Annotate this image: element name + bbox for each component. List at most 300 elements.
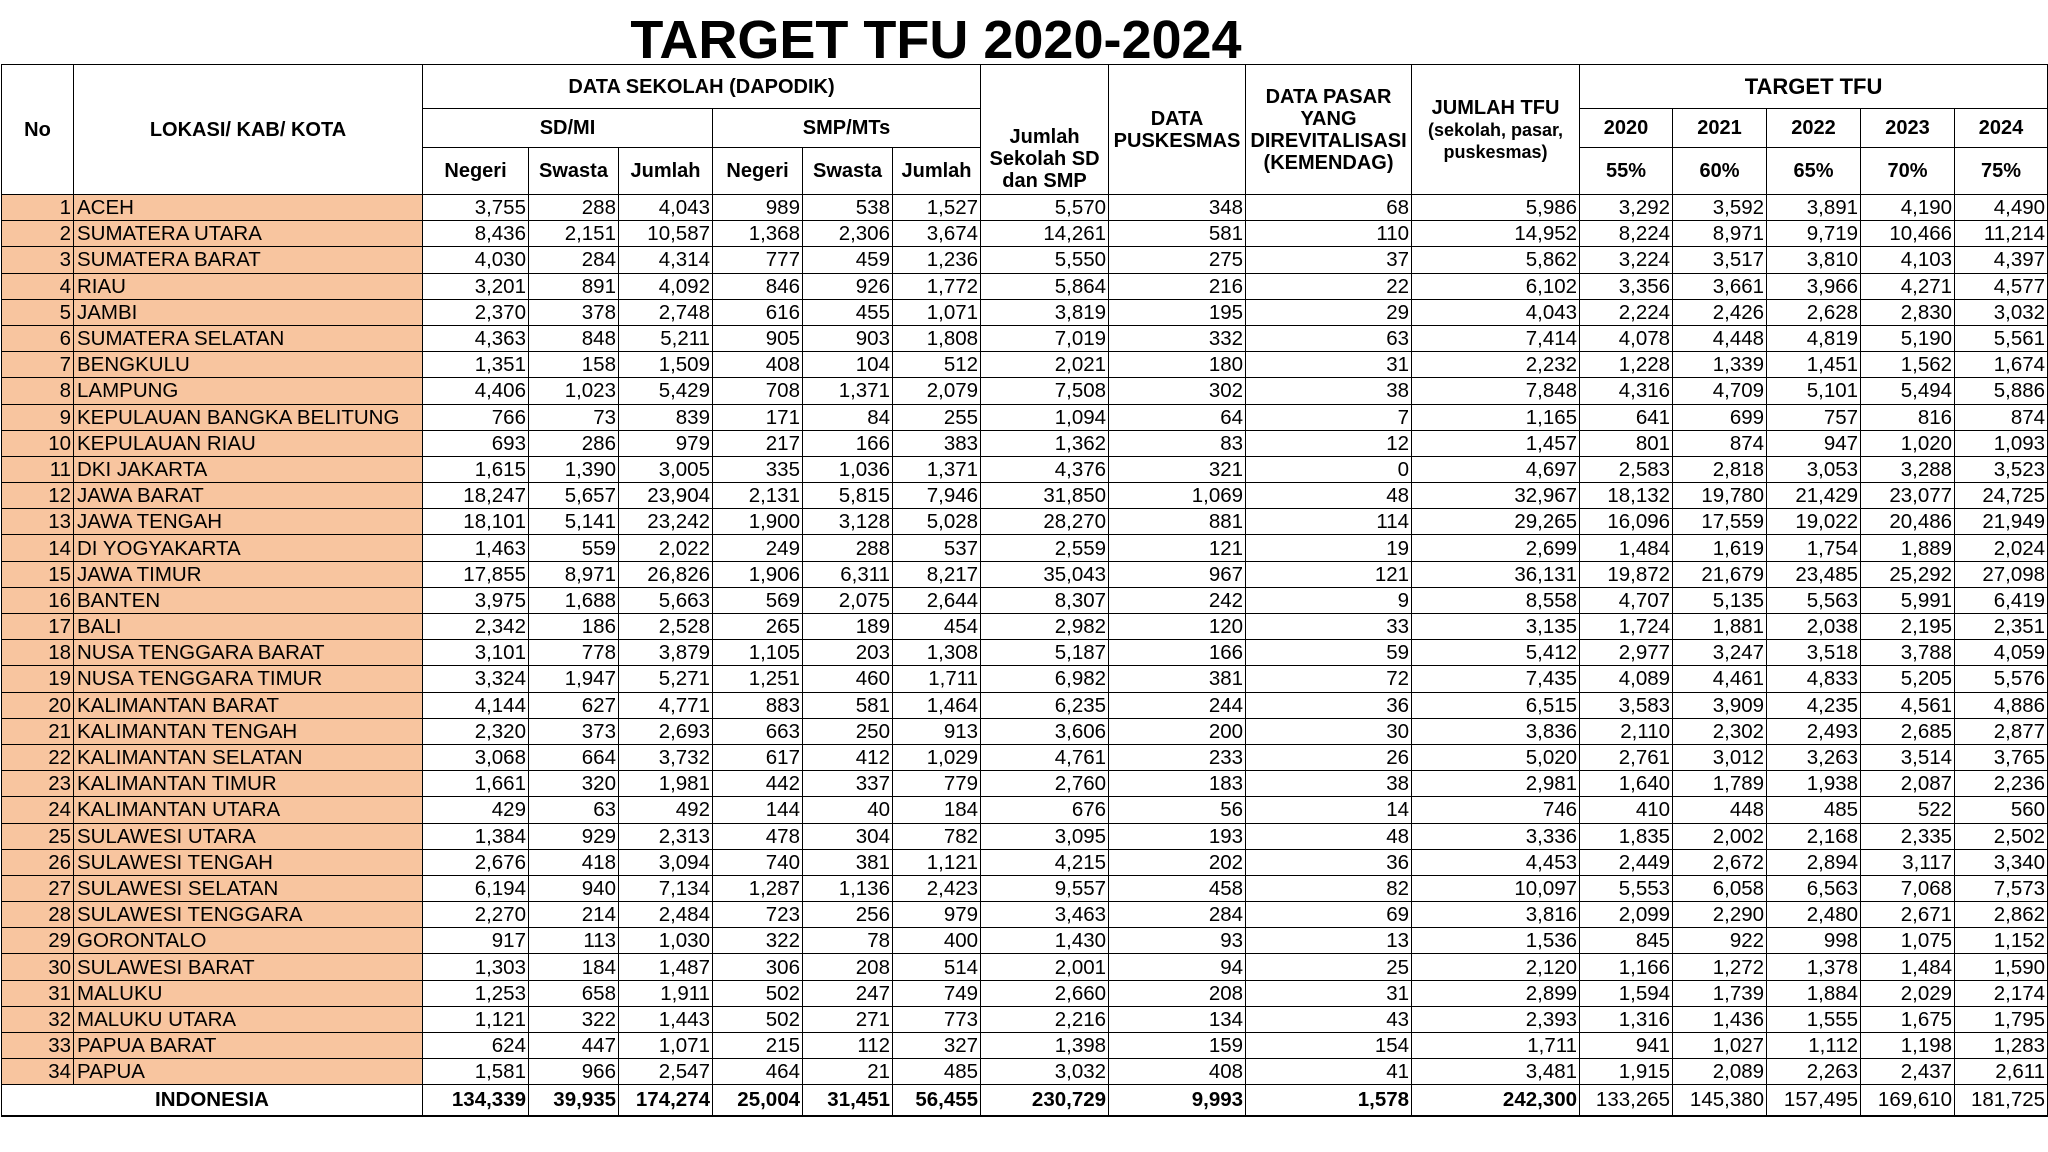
value-cell: 3,514: [1861, 744, 1955, 770]
value-cell: 381: [1109, 666, 1246, 692]
value-cell: 1,384: [423, 823, 529, 849]
value-cell: 23,077: [1861, 483, 1955, 509]
value-cell: 5,815: [803, 483, 893, 509]
value-cell: 158: [529, 352, 619, 378]
table-row: [2, 456, 2048, 482]
value-cell: 922: [1673, 928, 1767, 954]
value-cell: 1,906: [713, 561, 803, 587]
value-cell: 321: [1109, 456, 1246, 482]
value-cell: 6,982: [981, 666, 1109, 692]
value-cell: 2,029: [1861, 980, 1955, 1006]
value-cell: 883: [713, 692, 803, 718]
value-cell: 1,808: [893, 325, 981, 351]
value-cell: 64: [1109, 404, 1246, 430]
value-cell: 874: [1955, 404, 2048, 430]
row-number: 15: [2, 561, 74, 587]
value-cell: 29,265: [1412, 509, 1580, 535]
value-cell: 2,611: [1955, 1059, 2048, 1085]
value-cell: 3,523: [1955, 456, 2048, 482]
header-smp-jumlah: Jumlah: [893, 148, 981, 195]
value-cell: 1,071: [893, 299, 981, 325]
value-cell: 2,699: [1412, 535, 1580, 561]
value-cell: 1,236: [893, 247, 981, 273]
value-cell: 2,672: [1673, 849, 1767, 875]
value-cell: 782: [893, 823, 981, 849]
value-cell: 779: [893, 771, 981, 797]
location-cell: DKI JAKARTA: [74, 456, 423, 482]
value-cell: 373: [529, 718, 619, 744]
value-cell: 3,336: [1412, 823, 1580, 849]
row-number: 18: [2, 640, 74, 666]
row-number: 14: [2, 535, 74, 561]
value-cell: 766: [423, 404, 529, 430]
value-cell: 408: [713, 352, 803, 378]
value-cell: 59: [1246, 640, 1412, 666]
row-number: 33: [2, 1033, 74, 1059]
value-cell: 82: [1246, 875, 1412, 901]
value-cell: 2,644: [893, 587, 981, 613]
value-cell: 5,190: [1861, 325, 1955, 351]
value-cell: 121: [1246, 561, 1412, 587]
value-cell: 3,966: [1767, 273, 1861, 299]
value-cell: 2,484: [619, 902, 713, 928]
value-cell: 1,308: [893, 640, 981, 666]
value-cell: 4,235: [1767, 692, 1861, 718]
value-cell: 93: [1109, 928, 1246, 954]
value-cell: 2,131: [713, 483, 803, 509]
value-cell: 1,228: [1580, 352, 1673, 378]
value-cell: 917: [423, 928, 529, 954]
value-cell: 7,414: [1412, 325, 1580, 351]
value-cell: 327: [893, 1033, 981, 1059]
value-cell: 502: [713, 980, 803, 1006]
header-sd-jumlah: Jumlah: [619, 148, 713, 195]
value-cell: 773: [893, 1006, 981, 1032]
value-cell: 3,292: [1580, 195, 1673, 221]
value-cell: 2,760: [981, 771, 1109, 797]
header-percent: 60%: [1673, 148, 1767, 195]
value-cell: 8,224: [1580, 221, 1673, 247]
value-cell: 6,419: [1955, 587, 2048, 613]
value-cell: 442: [713, 771, 803, 797]
value-cell: 32,967: [1412, 483, 1580, 509]
value-cell: 202: [1109, 849, 1246, 875]
value-cell: 848: [529, 325, 619, 351]
value-cell: 2,628: [1767, 299, 1861, 325]
location-cell: RIAU: [74, 273, 423, 299]
total-value-cell: 134,339: [423, 1085, 529, 1117]
value-cell: 676: [981, 797, 1109, 823]
value-cell: 941: [1580, 1033, 1673, 1059]
value-cell: 6,235: [981, 692, 1109, 718]
value-cell: 4,144: [423, 692, 529, 718]
table-row: [2, 587, 2048, 613]
row-number: 28: [2, 902, 74, 928]
header-year: 2022: [1767, 109, 1861, 148]
value-cell: 502: [713, 1006, 803, 1032]
value-cell: 757: [1767, 404, 1861, 430]
value-cell: 18,101: [423, 509, 529, 535]
row-number: 13: [2, 509, 74, 535]
value-cell: 1,536: [1412, 928, 1580, 954]
value-cell: 2,480: [1767, 902, 1861, 928]
value-cell: 1,020: [1861, 430, 1955, 456]
value-cell: 2,099: [1580, 902, 1673, 928]
value-cell: 2,583: [1580, 456, 1673, 482]
row-number: 4: [2, 273, 74, 299]
value-cell: 5,576: [1955, 666, 2048, 692]
value-cell: 3,247: [1673, 640, 1767, 666]
value-cell: 1,688: [529, 587, 619, 613]
value-cell: 29: [1246, 299, 1412, 325]
value-cell: 4,043: [619, 195, 713, 221]
value-cell: 255: [893, 404, 981, 430]
value-cell: 1,619: [1673, 535, 1767, 561]
value-cell: 6,058: [1673, 875, 1767, 901]
header-no: No: [2, 65, 74, 195]
value-cell: 447: [529, 1033, 619, 1059]
value-cell: 2,982: [981, 614, 1109, 640]
header-data-pasar: DATA PASAR YANG DIREVITALISASI (KEMENDAG): [1246, 65, 1412, 195]
value-cell: 8,307: [981, 587, 1109, 613]
value-cell: 5,028: [893, 509, 981, 535]
value-cell: 3,117: [1861, 849, 1955, 875]
value-cell: 1,368: [713, 221, 803, 247]
value-cell: 5,570: [981, 195, 1109, 221]
value-cell: 171: [713, 404, 803, 430]
value-cell: 1,881: [1673, 614, 1767, 640]
location-cell: BANTEN: [74, 587, 423, 613]
location-cell: JAWA TENGAH: [74, 509, 423, 535]
value-cell: 418: [529, 849, 619, 875]
value-cell: 104: [803, 352, 893, 378]
value-cell: 1,093: [1955, 430, 2048, 456]
value-cell: 21,949: [1955, 509, 2048, 535]
header-jumlah-tfu-sub: (sekolah, pasar, puskesmas): [1427, 119, 1564, 162]
value-cell: 412: [803, 744, 893, 770]
value-cell: 216: [1109, 273, 1246, 299]
row-number: 24: [2, 797, 74, 823]
header-percent: 75%: [1955, 148, 2048, 195]
value-cell: 2,528: [619, 614, 713, 640]
header-percent: 55%: [1580, 148, 1673, 195]
value-cell: 23,242: [619, 509, 713, 535]
row-number: 34: [2, 1059, 74, 1085]
value-cell: 3,053: [1767, 456, 1861, 482]
value-cell: 522: [1861, 797, 1955, 823]
value-cell: 2,313: [619, 823, 713, 849]
value-cell: 693: [423, 430, 529, 456]
value-cell: 940: [529, 875, 619, 901]
value-cell: 2,660: [981, 980, 1109, 1006]
value-cell: 4,316: [1580, 378, 1673, 404]
value-cell: 801: [1580, 430, 1673, 456]
value-cell: 1,640: [1580, 771, 1673, 797]
value-cell: 1,487: [619, 954, 713, 980]
location-cell: KALIMANTAN BARAT: [74, 692, 423, 718]
value-cell: 3,356: [1580, 273, 1673, 299]
value-cell: 664: [529, 744, 619, 770]
row-number: 26: [2, 849, 74, 875]
value-cell: 19,872: [1580, 561, 1673, 587]
value-cell: 184: [893, 797, 981, 823]
value-cell: 31,850: [981, 483, 1109, 509]
value-cell: 180: [1109, 352, 1246, 378]
table-row: [2, 614, 2048, 640]
value-cell: 134: [1109, 1006, 1246, 1032]
value-cell: 3,606: [981, 718, 1109, 744]
value-cell: 4,376: [981, 456, 1109, 482]
value-cell: 10,097: [1412, 875, 1580, 901]
value-cell: 1,253: [423, 980, 529, 1006]
table-row: [2, 483, 2048, 509]
value-cell: 4,819: [1767, 325, 1861, 351]
value-cell: 195: [1109, 299, 1246, 325]
value-cell: 746: [1412, 797, 1580, 823]
table-row: [2, 509, 2048, 535]
value-cell: 1,283: [1955, 1033, 2048, 1059]
value-cell: 5,271: [619, 666, 713, 692]
value-cell: 3,095: [981, 823, 1109, 849]
header-sd-mi: SD/MI: [423, 109, 713, 148]
value-cell: 492: [619, 797, 713, 823]
value-cell: 16,096: [1580, 509, 1673, 535]
value-cell: 4,490: [1955, 195, 2048, 221]
value-cell: 381: [803, 849, 893, 875]
value-cell: 989: [713, 195, 803, 221]
row-number: 2: [2, 221, 74, 247]
value-cell: 3,592: [1673, 195, 1767, 221]
row-number: 12: [2, 483, 74, 509]
value-cell: 6,563: [1767, 875, 1861, 901]
value-cell: 27,098: [1955, 561, 2048, 587]
value-cell: 36: [1246, 849, 1412, 875]
location-cell: KEPULAUAN BANGKA BELITUNG: [74, 404, 423, 430]
table-row: [2, 692, 2048, 718]
header-year: 2023: [1861, 109, 1955, 148]
table-row: [2, 221, 2048, 247]
value-cell: 3,463: [981, 902, 1109, 928]
value-cell: 2,038: [1767, 614, 1861, 640]
value-cell: 2,671: [1861, 902, 1955, 928]
value-cell: 166: [803, 430, 893, 456]
value-cell: 5,991: [1861, 587, 1955, 613]
value-cell: 4,271: [1861, 273, 1955, 299]
value-cell: 288: [803, 535, 893, 561]
value-cell: 1,581: [423, 1059, 529, 1085]
location-cell: PAPUA BARAT: [74, 1033, 423, 1059]
value-cell: 967: [1109, 561, 1246, 587]
header-year: 2020: [1580, 109, 1673, 148]
value-cell: 454: [893, 614, 981, 640]
value-cell: 17,559: [1673, 509, 1767, 535]
header-data-puskesmas: DATA PUSKESMAS: [1109, 65, 1246, 195]
value-cell: 2,351: [1955, 614, 2048, 640]
value-cell: 2,877: [1955, 718, 2048, 744]
value-cell: 979: [893, 902, 981, 928]
value-cell: 1,071: [619, 1033, 713, 1059]
value-cell: 538: [803, 195, 893, 221]
value-cell: 2,302: [1673, 718, 1767, 744]
value-cell: 2,370: [423, 299, 529, 325]
value-cell: 2,087: [1861, 771, 1955, 797]
row-number: 27: [2, 875, 74, 901]
value-cell: 24,725: [1955, 483, 2048, 509]
value-cell: 400: [893, 928, 981, 954]
table-row: [2, 1033, 2048, 1059]
value-cell: 845: [1580, 928, 1673, 954]
value-cell: 2,001: [981, 954, 1109, 980]
value-cell: 569: [713, 587, 803, 613]
value-cell: 383: [893, 430, 981, 456]
value-cell: 1,484: [1861, 954, 1955, 980]
value-cell: 448: [1673, 797, 1767, 823]
value-cell: 2,559: [981, 535, 1109, 561]
value-cell: 10,466: [1861, 221, 1955, 247]
row-number: 21: [2, 718, 74, 744]
value-cell: 1,451: [1767, 352, 1861, 378]
value-cell: 2,002: [1673, 823, 1767, 849]
value-cell: 1,615: [423, 456, 529, 482]
value-cell: 1,030: [619, 928, 713, 954]
value-cell: 6,311: [803, 561, 893, 587]
value-cell: 271: [803, 1006, 893, 1032]
value-cell: 286: [529, 430, 619, 456]
value-cell: 7,573: [1955, 875, 2048, 901]
value-cell: 26,826: [619, 561, 713, 587]
value-cell: 26: [1246, 744, 1412, 770]
value-cell: 265: [713, 614, 803, 640]
row-number: 23: [2, 771, 74, 797]
value-cell: 1,378: [1767, 954, 1861, 980]
value-cell: 2,437: [1861, 1059, 1955, 1085]
value-cell: 2,761: [1580, 744, 1673, 770]
value-cell: 322: [529, 1006, 619, 1032]
value-cell: 3,891: [1767, 195, 1861, 221]
value-cell: 3,755: [423, 195, 529, 221]
table-row: [2, 195, 2048, 221]
value-cell: 3,135: [1412, 614, 1580, 640]
value-cell: 69: [1246, 902, 1412, 928]
header-jumlah-sekolah: Jumlah Sekolah SD dan SMP: [981, 65, 1109, 195]
row-number: 7: [2, 352, 74, 378]
row-number: 3: [2, 247, 74, 273]
value-cell: 3,836: [1412, 718, 1580, 744]
value-cell: 83: [1109, 430, 1246, 456]
value-cell: 5,550: [981, 247, 1109, 273]
row-number: 25: [2, 823, 74, 849]
value-cell: 25: [1246, 954, 1412, 980]
value-cell: 926: [803, 273, 893, 299]
value-cell: 159: [1109, 1033, 1246, 1059]
value-cell: 256: [803, 902, 893, 928]
value-cell: 1,287: [713, 875, 803, 901]
value-cell: 43: [1246, 1006, 1412, 1032]
location-cell: LAMPUNG: [74, 378, 423, 404]
value-cell: 2,195: [1861, 614, 1955, 640]
value-cell: 2,547: [619, 1059, 713, 1085]
value-cell: 335: [713, 456, 803, 482]
value-cell: 3,128: [803, 509, 893, 535]
value-cell: 5,141: [529, 509, 619, 535]
table-row: [2, 561, 2048, 587]
value-cell: 5,986: [1412, 195, 1580, 221]
value-cell: 1,675: [1861, 1006, 1955, 1032]
value-cell: 184: [529, 954, 619, 980]
value-cell: 302: [1109, 378, 1246, 404]
value-cell: 200: [1109, 718, 1246, 744]
value-cell: 320: [529, 771, 619, 797]
value-cell: 1,121: [423, 1006, 529, 1032]
value-cell: 19,022: [1767, 509, 1861, 535]
location-cell: PAPUA: [74, 1059, 423, 1085]
value-cell: 1,911: [619, 980, 713, 1006]
value-cell: 4,761: [981, 744, 1109, 770]
value-cell: 560: [1955, 797, 2048, 823]
value-cell: 154: [1246, 1033, 1412, 1059]
value-cell: 14,952: [1412, 221, 1580, 247]
value-cell: 13: [1246, 928, 1412, 954]
value-cell: 723: [713, 902, 803, 928]
value-cell: 581: [1109, 221, 1246, 247]
value-cell: 121: [1109, 535, 1246, 561]
value-cell: 1,165: [1412, 404, 1580, 430]
value-cell: 215: [713, 1033, 803, 1059]
location-cell: KEPULAUAN RIAU: [74, 430, 423, 456]
value-cell: 1,398: [981, 1033, 1109, 1059]
value-cell: 2,493: [1767, 718, 1861, 744]
value-cell: 166: [1109, 640, 1246, 666]
value-cell: 846: [713, 273, 803, 299]
value-cell: 3,101: [423, 640, 529, 666]
header-percent: 65%: [1767, 148, 1861, 195]
row-number: 17: [2, 614, 74, 640]
location-cell: SUMATERA SELATAN: [74, 325, 423, 351]
value-cell: 2,977: [1580, 640, 1673, 666]
value-cell: 38: [1246, 771, 1412, 797]
value-cell: 485: [893, 1059, 981, 1085]
total-value-cell: 157,495: [1767, 1085, 1861, 1117]
value-cell: 913: [893, 718, 981, 744]
value-cell: 874: [1673, 430, 1767, 456]
location-cell: JAMBI: [74, 299, 423, 325]
value-cell: 5,657: [529, 483, 619, 509]
value-cell: 3,517: [1673, 247, 1767, 273]
value-cell: 1,889: [1861, 535, 1955, 561]
value-cell: 3,012: [1673, 744, 1767, 770]
value-cell: 3,816: [1412, 902, 1580, 928]
value-cell: 3,518: [1767, 640, 1861, 666]
value-cell: 581: [803, 692, 893, 718]
value-cell: 2,502: [1955, 823, 2048, 849]
value-cell: 9,719: [1767, 221, 1861, 247]
value-cell: 3,201: [423, 273, 529, 299]
value-cell: 3,819: [981, 299, 1109, 325]
value-cell: 658: [529, 980, 619, 1006]
value-cell: 5,101: [1767, 378, 1861, 404]
header-sd-swasta: Swasta: [529, 148, 619, 195]
value-cell: 14,261: [981, 221, 1109, 247]
value-cell: 1,739: [1673, 980, 1767, 1006]
value-cell: 33: [1246, 614, 1412, 640]
value-cell: 5,135: [1673, 587, 1767, 613]
value-cell: 3,674: [893, 221, 981, 247]
value-cell: 7,435: [1412, 666, 1580, 692]
header-lokasi: LOKASI/ KAB/ KOTA: [74, 65, 423, 195]
value-cell: 3,583: [1580, 692, 1673, 718]
value-cell: 1,362: [981, 430, 1109, 456]
value-cell: 1,724: [1580, 614, 1673, 640]
